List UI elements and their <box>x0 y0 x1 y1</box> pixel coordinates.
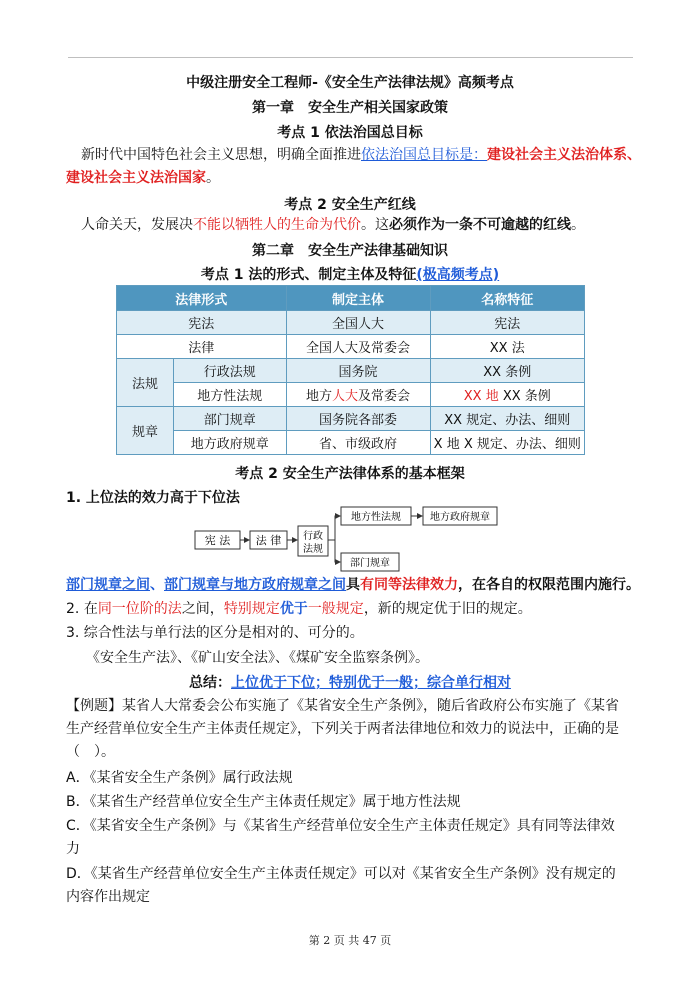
option-d-line: 内容作出规定 <box>66 889 150 905</box>
table-header-form: 法律形式 <box>117 286 287 311</box>
chapter1-title: 第一章 安全生产相关国家政策 <box>252 100 448 116</box>
law-hierarchy-diagram <box>193 502 499 576</box>
point2-text-c: 。这 <box>361 217 389 233</box>
table-row <box>117 431 585 455</box>
line-a-p6: ，在各自的权限范围内施行。 <box>458 577 640 593</box>
item2-num: 2. <box>66 601 84 617</box>
question-line: 生产经营单位安全生产主体责任规定》，下列关于两者法律地位和效力的说法中，正确的是 <box>66 721 619 737</box>
box-local-regulation-label: 地方性法规 <box>351 512 401 523</box>
table-cell-part: XX 条例 <box>498 389 551 404</box>
table-header-row <box>117 286 585 311</box>
table-header-maker: 制定主体 <box>286 286 430 311</box>
chapter2-point2-title: 考点 2 安全生产法律体系的基本框架 <box>235 466 465 482</box>
line-equal-effect <box>66 574 638 597</box>
option-c <box>66 815 638 861</box>
table-cell <box>430 383 584 407</box>
summary-text: 上位优于下位；特别优于一般；综合单行相对 <box>231 675 511 691</box>
table-row <box>117 359 585 383</box>
table-cell: 全国人大 <box>286 311 430 335</box>
table-cell: 全国人大及常委会 <box>286 335 430 359</box>
table-row <box>117 383 585 407</box>
chapter2-title: 第二章 安全生产法律基础知识 <box>252 243 448 259</box>
chapter2-point1-title <box>0 264 700 284</box>
table-cell: 国务院 <box>286 359 430 383</box>
table-cell: XX 条例 <box>430 359 584 383</box>
point1-paragraph <box>66 144 641 190</box>
chapter2-point1-title-tag: (极高频考点) <box>416 267 500 283</box>
table-cell-part: 人大 <box>332 389 359 404</box>
point1-text-d: 建设社会主义法治国家 <box>66 170 206 186</box>
table-cell-part: 地方 <box>306 389 333 404</box>
table-cell: 地方政府规章 <box>174 431 287 455</box>
chapter1-point1-title: 考点 1 依法治国总目标 <box>277 125 423 141</box>
summary-label: 总结： <box>189 675 231 691</box>
item2-p4: 特别规定 <box>223 601 280 617</box>
item2-p2: 同一位阶的法 <box>97 601 182 617</box>
box-admin-label-a: 行政 <box>303 531 323 542</box>
table-header-name: 名称特征 <box>430 286 584 311</box>
table-group-rules: 规章 <box>117 407 174 455</box>
table-cell: 部门规章 <box>174 407 287 431</box>
table-cell: 行政法规 <box>174 359 287 383</box>
table-cell: XX 法 <box>430 335 584 359</box>
question-line: （ ）。 <box>66 744 115 760</box>
table-cell: XX 规定、办法、细则 <box>430 407 584 431</box>
table-cell: 地方性法规 <box>174 383 287 407</box>
summary-line <box>0 672 700 692</box>
option-d <box>66 863 638 909</box>
table-cell: 法律 <box>117 335 287 359</box>
table-cell: 国务院各部委 <box>286 407 430 431</box>
table-cell-part: 及常委会 <box>358 389 411 404</box>
point1-text-e: 。 <box>206 170 220 186</box>
item2-p1: 在 <box>83 601 98 617</box>
item2-p3: 之间， <box>181 601 224 617</box>
box-local-gov-rule-label: 地方政府规章 <box>430 512 490 523</box>
point1-text-c: 建设社会主义法治体系、 <box>487 147 641 163</box>
table-row <box>117 407 585 431</box>
point2-text-d: 必须作为一条不可逾越的红线 <box>389 217 571 233</box>
chapter2-point1-title-text: 考点 1 法的形式、制定主体及特征 <box>200 267 417 283</box>
arrow-admin-dept <box>335 540 340 562</box>
option-d-line: D．《某省生产经营单位安全生产主体责任规定》可以对《某省安全生产条例》没有规定的 <box>66 866 616 882</box>
point2-text-e: 。 <box>571 217 585 233</box>
point1-text-b: 依法治国总目标是： <box>361 147 487 163</box>
page-footer: 第 2 页 共 47 页 <box>308 934 392 947</box>
point2-text-a: 人命关天，发展决 <box>81 217 193 233</box>
item2-p6: 一般规定 <box>307 601 364 617</box>
table-cell <box>286 383 430 407</box>
box-constitution-label: 宪 法 <box>204 534 231 547</box>
point2-text-b: 不能以牺牲人的生命为代价 <box>193 217 361 233</box>
table-row <box>117 335 585 359</box>
chapter1-point2-title: 考点 2 安全生产红线 <box>284 197 416 213</box>
box-dept-rule-label: 部门规章 <box>350 558 390 569</box>
item3-line: 3. 综合性法与单行法的区分是相对的、可分的。 <box>66 625 364 641</box>
document-title: 中级注册安全工程师-《安全生产法律法规》高频考点 <box>186 75 514 91</box>
item2-line <box>66 598 638 621</box>
line-a-p2: 、 <box>150 577 164 593</box>
table-cell: 宪法 <box>117 311 287 335</box>
line-a-p4: 具 <box>346 577 360 593</box>
item2-p5: 优于 <box>279 601 308 617</box>
line-a-p1: 部门规章之间 <box>66 577 150 593</box>
table-cell-part: XX 地 <box>463 389 499 404</box>
item2-p7: ，新的规定优于旧的规定。 <box>363 601 532 617</box>
box-admin-label-b: 法规 <box>303 544 323 555</box>
examples-line: 《安全生产法》、《矿山安全法》、《煤矿安全监察条例》。 <box>86 650 429 666</box>
header-rule <box>68 57 633 58</box>
table-cell: X 地 X 规定、办法、细则 <box>430 431 584 455</box>
point1-text-a: 新时代中国特色社会主义思想，明确全面推进 <box>81 147 361 163</box>
line-a-p5: 有同等法律效力 <box>360 577 458 593</box>
arrow-admin-local <box>328 516 340 540</box>
point2-paragraph <box>66 214 638 237</box>
law-forms-table <box>116 285 585 455</box>
option-b: B．《某省生产经营单位安全生产主体责任规定》属于地方性法规 <box>66 794 461 810</box>
table-group-regulations: 法规 <box>117 359 174 407</box>
option-a: A．《某省安全生产条例》属行政法规 <box>66 770 293 786</box>
option-c-line: C．《某省安全生产条例》与《某省生产经营单位安全生产主体责任规定》具有同等法律效 <box>66 818 615 834</box>
question-line: 【例题】某省人大常委会公布实施了《某省安全生产条例》，随后省政府公布实施了《某省 <box>66 698 619 714</box>
table-cell: 宪法 <box>430 311 584 335</box>
line-a-p3: 部门规章与地方政府规章之间 <box>164 577 346 593</box>
box-law-label: 法 律 <box>255 534 282 547</box>
item1-title: 1. 上位法的效力高于下位法 <box>66 490 240 506</box>
table-row <box>117 311 585 335</box>
option-c-line: 力 <box>66 841 80 857</box>
question-stem <box>66 695 638 764</box>
table-cell: 省、市级政府 <box>286 431 430 455</box>
